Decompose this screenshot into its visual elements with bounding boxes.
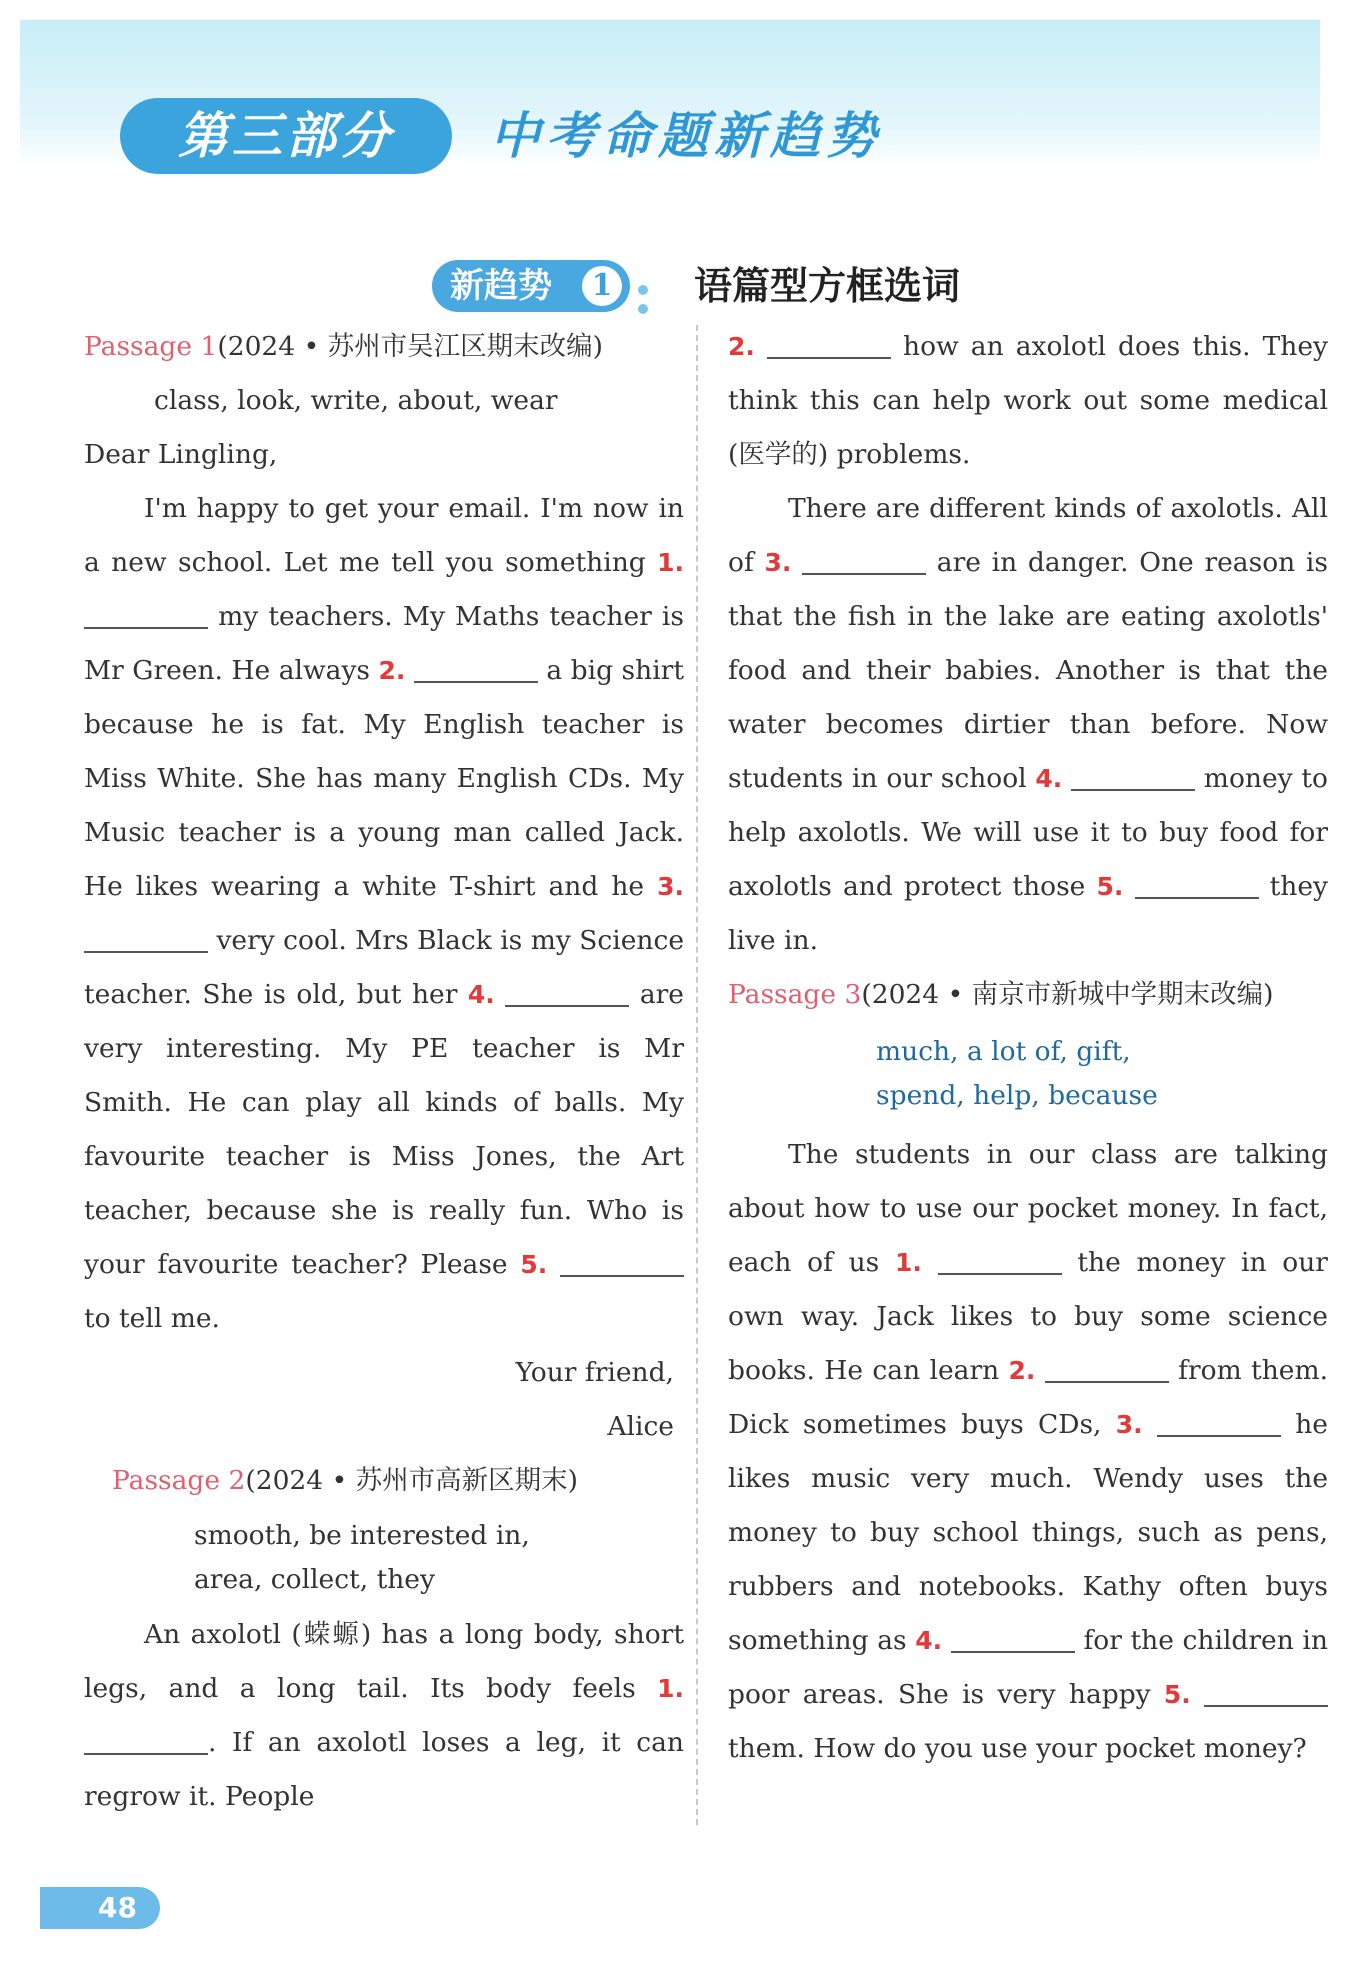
trend-label: 新趋势 (432, 260, 630, 312)
passage2-name: Passage 2 (112, 1465, 246, 1496)
passage3-word-box: much, a lot of, gift, spend, help, because (876, 1036, 1158, 1111)
right-column (728, 320, 1328, 1776)
passage3-body: The students in our class are talking about how to use our pocket money. In fact, each of us 1. the money in our own way. Jack likes to buy some science books. He can learn 2. from them. Dick sometimes buys CDs, 3. he likes music very much. Wendy uses the money to buy school things, such as pens, rubbers and notebooks. Kathy often buys something as 4. for the children in poor areas. She is very happy 5. them. How do you use your pocket money? (728, 1139, 1328, 1764)
blank-number: 2. (378, 656, 406, 685)
blank-number: 1. (657, 1674, 684, 1703)
answer-blank[interactable] (84, 597, 208, 629)
blank-number: 4. (915, 1626, 943, 1655)
answer-blank[interactable] (84, 1723, 208, 1755)
blank-number: 3. (1115, 1410, 1143, 1439)
page-number: 48 (40, 1887, 160, 1929)
trend-number: 1 (582, 266, 622, 306)
passage1-name: Passage 1 (84, 331, 218, 362)
passage2-source: (2024 • 苏州市高新区期末) (245, 1465, 578, 1496)
answer-blank[interactable] (802, 543, 926, 575)
column-divider (696, 325, 698, 1825)
passage1-signature: Alice (607, 1411, 674, 1442)
passage3-name: Passage 3 (728, 979, 862, 1010)
answer-blank[interactable] (1135, 867, 1259, 899)
answer-blank[interactable] (1157, 1405, 1281, 1437)
answer-blank[interactable] (1071, 759, 1195, 791)
blank-number: 5. (520, 1250, 548, 1279)
blank-number: 1. (895, 1248, 922, 1277)
page (20, 20, 1328, 1957)
passage1-word-box: class, look, write, about, wear (154, 385, 558, 416)
blank-number: 2. (1008, 1356, 1036, 1385)
passage3-source: (2024 • 南京市新城中学期末改编) (861, 979, 1274, 1010)
left-column (84, 320, 684, 1824)
passage2-body-cont: 2. how an axolotl does this. They think this can help work out some medical (医学的) problems. (728, 320, 1328, 482)
blank-number: 3. (657, 872, 684, 901)
answer-blank[interactable] (1045, 1351, 1169, 1383)
blank-number: 4. (467, 980, 495, 1009)
answer-blank[interactable] (767, 327, 891, 359)
passage2-body-start: An axolotl (蝾螈) has a long body, short legs, and a long tail. Its body feels 1. . If an axolotl loses a leg, it can regrow it. People (84, 1619, 684, 1812)
blank-number: 4. (1035, 764, 1063, 793)
banner (20, 20, 1320, 168)
answer-blank[interactable] (938, 1243, 1062, 1275)
passage2-body-2: There are different kinds of axolotls. All of 3. are in danger. One reason is that the fish in the lake are eating axolotls' food and their babies. Another is that the water becomes dirtier than before. Now students in our school 4. money to help axolotls. We will use it to buy food for axolotls and protect those 5. they live in. (728, 493, 1328, 956)
passage1-closing: Your friend, (515, 1357, 674, 1388)
passage1-body: I'm happy to get your email. I'm now in a new school. Let me tell you something 1. my teachers. My Maths teacher is Mr Green. He always 2. a big shirt because he is fat. My English teacher is Miss White. She has many English CDs. My Music teacher is a young man called Jack. He likes wearing a white T-shirt and he 3. very cool. Mrs Black is my Science teacher. She is old, but her 4. are very interesting. My PE teacher is Mr Smith. He can play all kinds of balls. My favourite teacher is Miss Jones, the Art teacher, because she is really fun. Who is your favourite teacher? Please 5. to tell me. (84, 493, 684, 1334)
answer-blank[interactable] (414, 651, 538, 683)
answer-blank[interactable] (1204, 1675, 1328, 1707)
part-label: 第三部分 (120, 98, 452, 174)
part-title: 中考命题新趋势 (490, 107, 882, 165)
passage3-header (728, 968, 1328, 1022)
passage1-greeting: Dear Lingling, (84, 439, 278, 470)
answer-blank[interactable] (505, 975, 629, 1007)
section-title: 语篇型方框选词 (694, 263, 961, 308)
blank-number: 5. (1096, 872, 1124, 901)
answer-blank[interactable] (84, 921, 208, 953)
passage2-word-box: smooth, be interested in, area, collect, they (194, 1520, 530, 1595)
blank-number: 5. (1163, 1680, 1191, 1709)
passage2-header (84, 1454, 684, 1508)
dots-icon (638, 280, 652, 318)
passage1-header (84, 320, 684, 374)
answer-blank[interactable] (951, 1621, 1075, 1653)
blank-number: 3. (764, 548, 792, 577)
passage1-source: (2024 • 苏州市吴江区期末改编) (217, 331, 603, 362)
blank-number: 1. (657, 548, 684, 577)
answer-blank[interactable] (560, 1245, 684, 1277)
